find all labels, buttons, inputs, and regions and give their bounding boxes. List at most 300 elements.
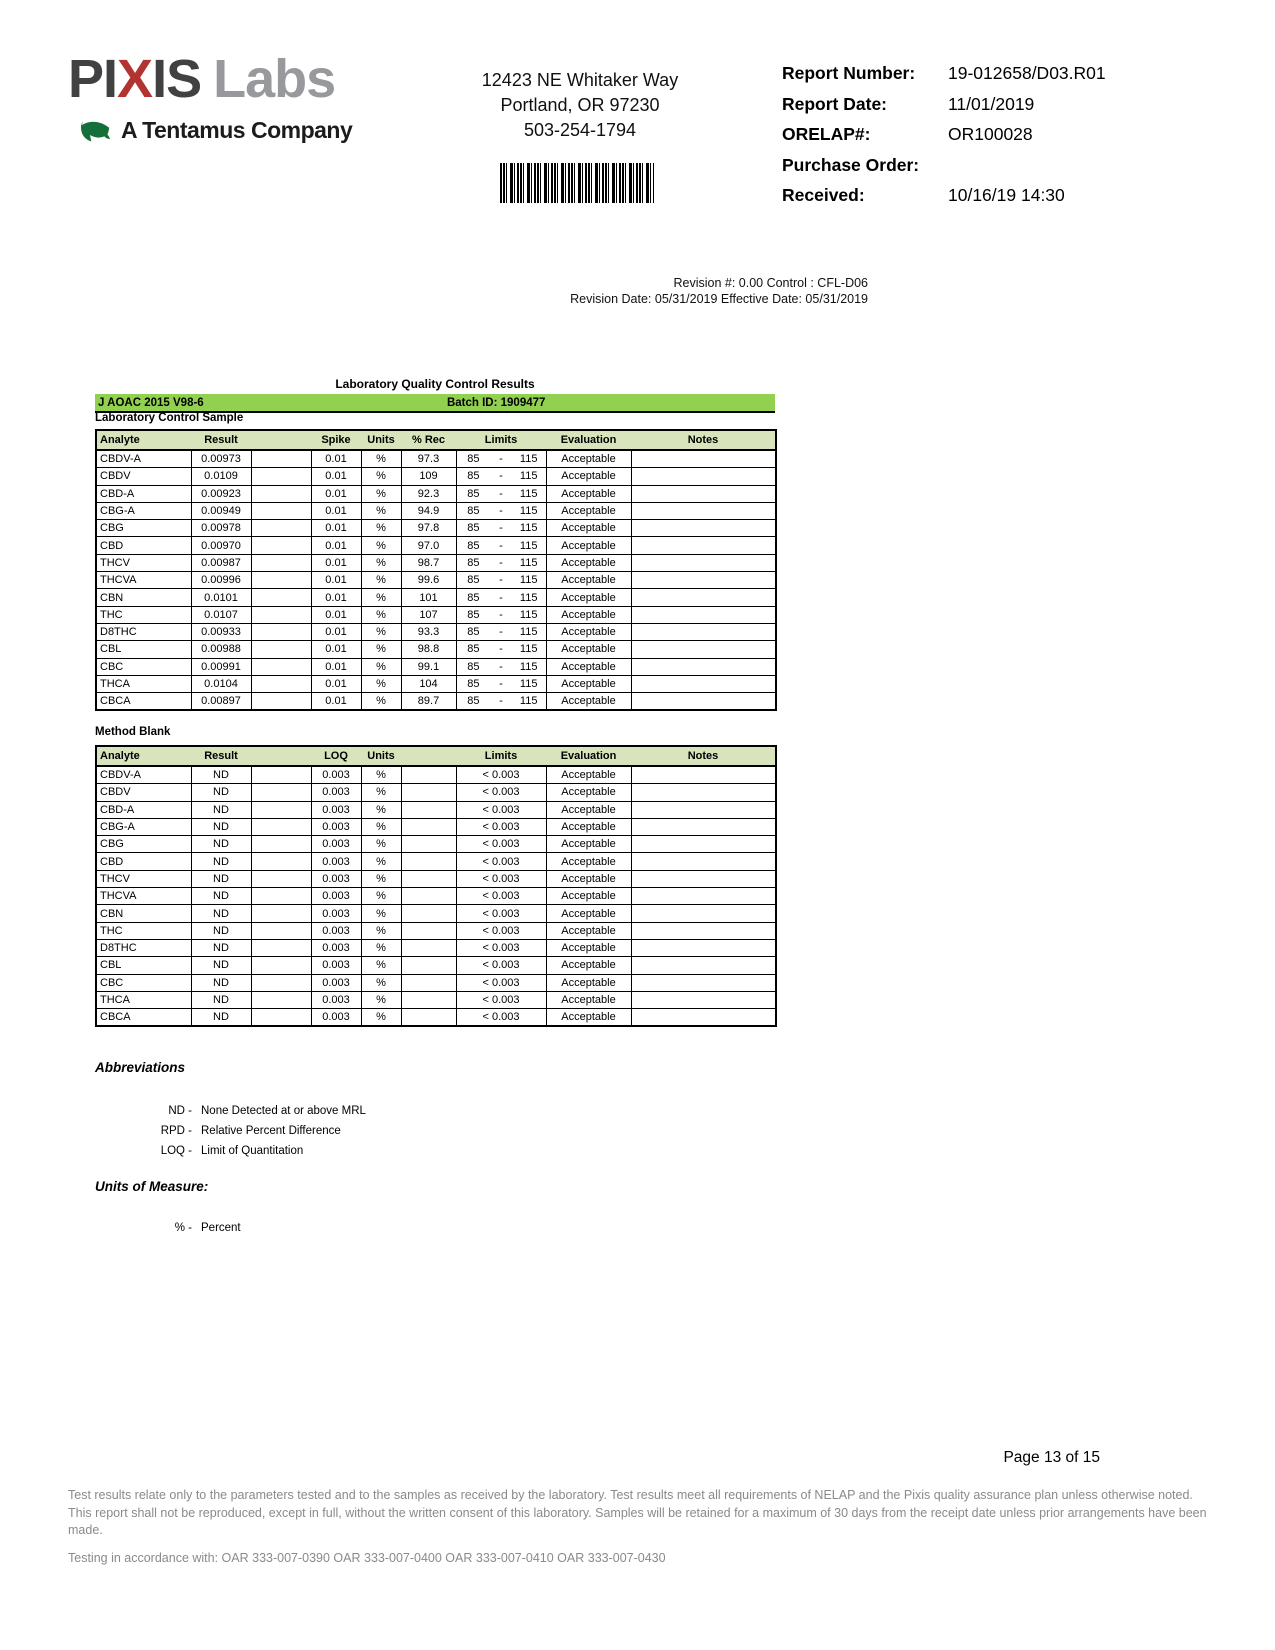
barcode bbox=[500, 163, 654, 203]
cell-loq: 0.003 bbox=[311, 818, 361, 835]
lcs-section-title: Laboratory Control Sample bbox=[95, 412, 244, 424]
cell-prec bbox=[401, 974, 456, 991]
mb-header-row bbox=[96, 746, 776, 766]
cell-notes bbox=[631, 606, 776, 623]
cell-prec: 101 bbox=[401, 589, 456, 606]
limit-dash: - bbox=[499, 626, 503, 639]
cell-result: ND bbox=[191, 870, 251, 887]
cell-blank bbox=[251, 606, 311, 623]
cell-units: % bbox=[361, 957, 401, 974]
lcs-col-blank bbox=[251, 430, 311, 450]
cell-units: % bbox=[361, 853, 401, 870]
cell-loq: 0.003 bbox=[311, 991, 361, 1008]
cell-units: % bbox=[361, 606, 401, 623]
lcs-table bbox=[95, 429, 777, 711]
limit-low: 85 bbox=[467, 643, 480, 656]
lcs-header-row bbox=[96, 430, 776, 450]
cell-units: % bbox=[361, 766, 401, 784]
units-of-measure-title: Units of Measure: bbox=[95, 1179, 209, 1194]
limit-high: 115 bbox=[519, 522, 538, 535]
cell-limits bbox=[456, 520, 546, 537]
mb-col-loq: LOQ bbox=[311, 746, 361, 766]
cell-result: 0.00949 bbox=[191, 502, 251, 519]
cell-result: ND bbox=[191, 1009, 251, 1027]
cell-result: 0.00996 bbox=[191, 572, 251, 589]
cell-limits bbox=[456, 502, 546, 519]
limit-dash: - bbox=[499, 608, 503, 621]
cell-analyte: THCVA bbox=[96, 572, 191, 589]
cell-notes bbox=[631, 957, 776, 974]
limit-high: 115 bbox=[519, 453, 538, 466]
cell-notes bbox=[631, 502, 776, 519]
cell-spike: 0.01 bbox=[311, 675, 361, 692]
cell-prec: 99.6 bbox=[401, 572, 456, 589]
cell-evaluation: Acceptable bbox=[546, 818, 631, 835]
cell-limits bbox=[456, 572, 546, 589]
limit-dash: - bbox=[499, 539, 503, 552]
report-date-label: Report Date: bbox=[782, 93, 888, 114]
cell-loq: 0.003 bbox=[311, 974, 361, 991]
lcs-col-spike: Spike bbox=[311, 430, 361, 450]
footer-accordance: Testing in accordance with: OAR 333-007-0390 OAR 333-007-0400 OAR 333-007-0410 OAR 333-007-0430 bbox=[68, 1551, 666, 1565]
mb-table-row bbox=[96, 853, 776, 870]
cell-loq: 0.003 bbox=[311, 766, 361, 784]
revision-line-1: Revision #: 0.00 Control : CFL-D06 bbox=[673, 276, 868, 290]
cell-limits: < 0.003 bbox=[456, 1009, 546, 1027]
cell-units: % bbox=[361, 991, 401, 1008]
cell-analyte: CBC bbox=[96, 658, 191, 675]
cell-result: ND bbox=[191, 784, 251, 801]
cell-analyte: CBN bbox=[96, 905, 191, 922]
cell-result: 0.0107 bbox=[191, 606, 251, 623]
cell-units: % bbox=[361, 502, 401, 519]
cell-result: 0.00991 bbox=[191, 658, 251, 675]
cell-blank bbox=[251, 554, 311, 571]
cell-limits bbox=[456, 450, 546, 468]
cell-analyte: THC bbox=[96, 922, 191, 939]
cell-prec bbox=[401, 991, 456, 1008]
mb-col-notes: Notes bbox=[631, 746, 776, 766]
cell-blank bbox=[251, 1009, 311, 1027]
cell-spike: 0.01 bbox=[311, 450, 361, 468]
abbr-definition: None Detected at or above MRL bbox=[201, 1105, 366, 1117]
cell-spike: 0.01 bbox=[311, 623, 361, 640]
cell-analyte: CBD-A bbox=[96, 801, 191, 818]
cell-loq: 0.003 bbox=[311, 1009, 361, 1027]
report-number-row bbox=[782, 64, 1106, 82]
mb-table-row bbox=[96, 836, 776, 853]
page-number: Page 13 of 15 bbox=[1003, 1449, 1100, 1466]
limit-high: 115 bbox=[519, 608, 538, 621]
address-line-3: 503-254-1794 bbox=[523, 120, 637, 140]
limit-low: 85 bbox=[467, 505, 480, 518]
cell-analyte: CBDV bbox=[96, 468, 191, 485]
cell-spike: 0.01 bbox=[311, 693, 361, 711]
pixis-labs-logo bbox=[68, 49, 353, 150]
cell-loq: 0.003 bbox=[311, 939, 361, 956]
cell-limits: < 0.003 bbox=[456, 991, 546, 1008]
cell-result: 0.00978 bbox=[191, 520, 251, 537]
cell-prec: 92.3 bbox=[401, 485, 456, 502]
cell-blank bbox=[251, 693, 311, 711]
cell-blank bbox=[251, 870, 311, 887]
abbr-key: LOQ - bbox=[160, 1145, 192, 1157]
cell-units: % bbox=[361, 572, 401, 589]
cell-prec: 97.8 bbox=[401, 520, 456, 537]
limit-dash: - bbox=[499, 591, 503, 604]
logo-part-x: X bbox=[117, 49, 153, 109]
mb-table-row bbox=[96, 974, 776, 991]
cell-analyte: CBG bbox=[96, 836, 191, 853]
limit-high: 115 bbox=[519, 660, 538, 673]
cell-evaluation: Acceptable bbox=[546, 450, 631, 468]
limit-low: 85 bbox=[467, 470, 480, 483]
address-line-1: 12423 NE Whitaker Way bbox=[481, 70, 679, 90]
mb-table-row bbox=[96, 1009, 776, 1027]
lcs-table-row bbox=[96, 641, 776, 658]
cell-blank bbox=[251, 991, 311, 1008]
limit-low: 85 bbox=[467, 487, 480, 500]
mb-table-row bbox=[96, 991, 776, 1008]
cell-limits: < 0.003 bbox=[456, 957, 546, 974]
cell-loq: 0.003 bbox=[311, 905, 361, 922]
cell-analyte: CBCA bbox=[96, 1009, 191, 1027]
cell-analyte: THCA bbox=[96, 675, 191, 692]
tentamus-leaf-icon bbox=[80, 111, 112, 150]
cell-analyte: CBG-A bbox=[96, 502, 191, 519]
cell-notes bbox=[631, 537, 776, 554]
cell-units: % bbox=[361, 836, 401, 853]
lcs-col-notes: Notes bbox=[631, 430, 776, 450]
cell-blank bbox=[251, 853, 311, 870]
limit-dash: - bbox=[499, 487, 503, 500]
cell-units: % bbox=[361, 468, 401, 485]
limit-low: 85 bbox=[467, 608, 480, 621]
cell-analyte: THCV bbox=[96, 870, 191, 887]
cell-limits: < 0.003 bbox=[456, 766, 546, 784]
cell-prec bbox=[401, 1009, 456, 1027]
cell-blank bbox=[251, 888, 311, 905]
lcs-table-row bbox=[96, 572, 776, 589]
cell-prec: 89.7 bbox=[401, 693, 456, 711]
cell-evaluation: Acceptable bbox=[546, 675, 631, 692]
cell-evaluation: Acceptable bbox=[546, 939, 631, 956]
cell-prec bbox=[401, 766, 456, 784]
cell-result: 0.00933 bbox=[191, 623, 251, 640]
mb-table-row bbox=[96, 939, 776, 956]
cell-blank bbox=[251, 922, 311, 939]
limit-dash: - bbox=[499, 522, 503, 535]
cell-spike: 0.01 bbox=[311, 572, 361, 589]
cell-analyte: CBD-A bbox=[96, 485, 191, 502]
cell-limits bbox=[456, 589, 546, 606]
mb-table-row bbox=[96, 766, 776, 784]
cell-loq: 0.003 bbox=[311, 888, 361, 905]
cell-limits bbox=[456, 693, 546, 711]
abbr-key: ND - bbox=[168, 1105, 192, 1117]
limit-dash: - bbox=[499, 556, 503, 569]
cell-evaluation: Acceptable bbox=[546, 502, 631, 519]
purchase-order-row bbox=[782, 156, 1106, 174]
lcs-table-row bbox=[96, 623, 776, 640]
cell-result: ND bbox=[191, 974, 251, 991]
cell-result: 0.00897 bbox=[191, 693, 251, 711]
limit-dash: - bbox=[499, 470, 503, 483]
mb-table-row bbox=[96, 784, 776, 801]
cell-prec bbox=[401, 784, 456, 801]
limit-high: 115 bbox=[519, 626, 538, 639]
lcs-table-row bbox=[96, 589, 776, 606]
cell-evaluation: Acceptable bbox=[546, 606, 631, 623]
revision-line-2: Revision Date: 05/31/2019 Effective Date: 05/31/2019 bbox=[570, 291, 868, 306]
cell-notes bbox=[631, 589, 776, 606]
lcs-col-prec: % Rec bbox=[401, 430, 456, 450]
limit-low: 85 bbox=[467, 626, 480, 639]
cell-blank bbox=[251, 520, 311, 537]
cell-evaluation: Acceptable bbox=[546, 784, 631, 801]
cell-limits bbox=[456, 537, 546, 554]
limit-high: 115 bbox=[519, 470, 538, 483]
cell-blank bbox=[251, 641, 311, 658]
cell-result: ND bbox=[191, 939, 251, 956]
cell-evaluation: Acceptable bbox=[546, 485, 631, 502]
abbr-key: RPD - bbox=[160, 1125, 192, 1137]
cell-units: % bbox=[361, 589, 401, 606]
cell-evaluation: Acceptable bbox=[546, 922, 631, 939]
limit-high: 115 bbox=[519, 487, 538, 500]
cell-units: % bbox=[361, 537, 401, 554]
limit-dash: - bbox=[499, 660, 503, 673]
cell-analyte: D8THC bbox=[96, 939, 191, 956]
cell-spike: 0.01 bbox=[311, 606, 361, 623]
cell-notes bbox=[631, 623, 776, 640]
lcs-col-units: Units bbox=[361, 430, 401, 450]
lcs-table-row bbox=[96, 537, 776, 554]
limit-dash: - bbox=[499, 643, 503, 656]
logo-part-labs: Labs bbox=[213, 49, 336, 109]
lab-address bbox=[438, 68, 722, 143]
cell-blank bbox=[251, 468, 311, 485]
cell-blank bbox=[251, 818, 311, 835]
limit-low: 85 bbox=[467, 539, 480, 552]
method-batch-bar bbox=[95, 394, 775, 413]
cell-evaluation: Acceptable bbox=[546, 572, 631, 589]
mb-col-blank bbox=[251, 746, 311, 766]
cell-units: % bbox=[361, 520, 401, 537]
limit-low: 85 bbox=[467, 591, 480, 604]
report-date-row bbox=[782, 95, 1106, 113]
cell-blank bbox=[251, 974, 311, 991]
cell-prec bbox=[401, 888, 456, 905]
cell-limits: < 0.003 bbox=[456, 922, 546, 939]
tentamus-tagline-text: A Tentamus Company bbox=[121, 117, 353, 143]
cell-notes bbox=[631, 974, 776, 991]
cell-evaluation: Acceptable bbox=[546, 836, 631, 853]
cell-notes bbox=[631, 766, 776, 784]
cell-notes bbox=[631, 888, 776, 905]
limit-low: 85 bbox=[467, 453, 480, 466]
cell-units: % bbox=[361, 818, 401, 835]
report-number-value: 19-012658/D03.R01 bbox=[948, 63, 1106, 83]
mb-table-row bbox=[96, 870, 776, 887]
cell-analyte: CBD bbox=[96, 853, 191, 870]
cell-prec bbox=[401, 922, 456, 939]
cell-loq: 0.003 bbox=[311, 801, 361, 818]
cell-spike: 0.01 bbox=[311, 554, 361, 571]
cell-notes bbox=[631, 485, 776, 502]
cell-spike: 0.01 bbox=[311, 485, 361, 502]
revision-block bbox=[400, 276, 868, 307]
cell-analyte: CBDV-A bbox=[96, 766, 191, 784]
cell-evaluation: Acceptable bbox=[546, 658, 631, 675]
cell-blank bbox=[251, 784, 311, 801]
lcs-col-evaluation: Evaluation bbox=[546, 430, 631, 450]
cell-units: % bbox=[361, 974, 401, 991]
cell-evaluation: Acceptable bbox=[546, 468, 631, 485]
method-name: J AOAC 2015 V98-6 bbox=[98, 396, 204, 409]
cell-units: % bbox=[361, 905, 401, 922]
tentamus-tagline bbox=[80, 111, 352, 150]
cell-blank bbox=[251, 589, 311, 606]
cell-blank bbox=[251, 836, 311, 853]
logo-part-pi: PI bbox=[68, 49, 118, 109]
lcs-table-row bbox=[96, 520, 776, 537]
abbr-definition: Limit of Quantitation bbox=[201, 1145, 304, 1157]
mb-section-title: Method Blank bbox=[95, 726, 171, 738]
cell-result: ND bbox=[191, 922, 251, 939]
cell-analyte: CBL bbox=[96, 641, 191, 658]
cell-prec: 98.7 bbox=[401, 554, 456, 571]
cell-evaluation: Acceptable bbox=[546, 537, 631, 554]
cell-units: % bbox=[361, 675, 401, 692]
cell-prec: 104 bbox=[401, 675, 456, 692]
cell-blank bbox=[251, 572, 311, 589]
mb-col-evaluation: Evaluation bbox=[546, 746, 631, 766]
cell-loq: 0.003 bbox=[311, 870, 361, 887]
cell-loq: 0.003 bbox=[311, 957, 361, 974]
lcs-table-row bbox=[96, 658, 776, 675]
orelap-value: OR100028 bbox=[948, 124, 1033, 144]
cell-limits: < 0.003 bbox=[456, 853, 546, 870]
cell-units: % bbox=[361, 485, 401, 502]
cell-units: % bbox=[361, 939, 401, 956]
cell-loq: 0.003 bbox=[311, 853, 361, 870]
cell-limits: < 0.003 bbox=[456, 974, 546, 991]
cell-result: 0.0109 bbox=[191, 468, 251, 485]
cell-result: ND bbox=[191, 957, 251, 974]
lcs-table-row bbox=[96, 606, 776, 623]
report-number-label: Report Number: bbox=[782, 63, 916, 83]
cell-notes bbox=[631, 675, 776, 692]
cell-blank bbox=[251, 957, 311, 974]
cell-prec bbox=[401, 818, 456, 835]
footer-disclaimer: Test results relate only to the parameters tested and to the samples as received by the laboratory. Test results meet all requirements of NELAP and the Pixis quality assurance plan unless otherwise noted. This report shall not be reproduced, except in full, without the written consent of this laboratory. Samples will be retained for a maximum of 30 days from the receipt date unless prior arrangements have been made. bbox=[68, 1488, 1207, 1537]
cell-spike: 0.01 bbox=[311, 589, 361, 606]
cell-notes bbox=[631, 939, 776, 956]
cell-notes bbox=[631, 1009, 776, 1027]
cell-prec: 93.3 bbox=[401, 623, 456, 640]
cell-prec bbox=[401, 853, 456, 870]
cell-evaluation: Acceptable bbox=[546, 853, 631, 870]
cell-evaluation: Acceptable bbox=[546, 693, 631, 711]
cell-evaluation: Acceptable bbox=[546, 589, 631, 606]
cell-blank bbox=[251, 658, 311, 675]
cell-limits bbox=[456, 468, 546, 485]
cell-units: % bbox=[361, 693, 401, 711]
cell-analyte: THC bbox=[96, 606, 191, 623]
lcs-table-row bbox=[96, 468, 776, 485]
cell-result: ND bbox=[191, 905, 251, 922]
cell-analyte: CBC bbox=[96, 974, 191, 991]
lcs-table-row bbox=[96, 693, 776, 711]
abbreviation-item-rpd bbox=[95, 1121, 366, 1141]
pixis-labs-wordmark bbox=[68, 49, 352, 109]
cell-units: % bbox=[361, 658, 401, 675]
qc-results-title: Laboratory Quality Control Results bbox=[335, 377, 535, 391]
cell-notes bbox=[631, 554, 776, 571]
mb-table-row bbox=[96, 922, 776, 939]
cell-loq: 0.003 bbox=[311, 784, 361, 801]
cell-spike: 0.01 bbox=[311, 641, 361, 658]
cell-analyte: THCV bbox=[96, 554, 191, 571]
cell-limits: < 0.003 bbox=[456, 939, 546, 956]
lcs-table-row bbox=[96, 485, 776, 502]
cell-evaluation: Acceptable bbox=[546, 1009, 631, 1027]
limit-dash: - bbox=[499, 678, 503, 690]
cell-blank bbox=[251, 485, 311, 502]
cell-limits bbox=[456, 623, 546, 640]
received-value: 10/16/19 14:30 bbox=[948, 185, 1065, 205]
cell-result: 0.00973 bbox=[191, 450, 251, 468]
cell-units: % bbox=[361, 888, 401, 905]
cell-prec bbox=[401, 939, 456, 956]
cell-result: 0.0104 bbox=[191, 675, 251, 692]
limit-low: 85 bbox=[467, 556, 480, 569]
mb-col-limits: Limits bbox=[456, 746, 546, 766]
cell-analyte: THCA bbox=[96, 991, 191, 1008]
cell-evaluation: Acceptable bbox=[546, 520, 631, 537]
limit-low: 85 bbox=[467, 678, 480, 690]
purchase-order-label: Purchase Order: bbox=[782, 154, 920, 175]
cell-result: ND bbox=[191, 818, 251, 835]
cell-evaluation: Acceptable bbox=[546, 974, 631, 991]
cell-blank bbox=[251, 450, 311, 468]
cell-units: % bbox=[361, 870, 401, 887]
abbreviations-list bbox=[95, 1101, 366, 1161]
cell-evaluation: Acceptable bbox=[546, 991, 631, 1008]
cell-spike: 0.01 bbox=[311, 520, 361, 537]
cell-result: ND bbox=[191, 836, 251, 853]
cell-blank bbox=[251, 675, 311, 692]
cell-notes bbox=[631, 870, 776, 887]
cell-notes bbox=[631, 468, 776, 485]
cell-prec: 107 bbox=[401, 606, 456, 623]
lcs-col-analyte: Analyte bbox=[96, 430, 191, 450]
cell-notes bbox=[631, 784, 776, 801]
cell-analyte: CBDV-A bbox=[96, 450, 191, 468]
cell-units: % bbox=[361, 450, 401, 468]
cell-units: % bbox=[361, 922, 401, 939]
lcs-col-result: Result bbox=[191, 430, 251, 450]
cell-limits: < 0.003 bbox=[456, 870, 546, 887]
cell-limits: < 0.003 bbox=[456, 818, 546, 835]
report-info-block bbox=[782, 64, 1106, 217]
cell-evaluation: Acceptable bbox=[546, 957, 631, 974]
lcs-table-row bbox=[96, 502, 776, 519]
cell-evaluation: Acceptable bbox=[546, 623, 631, 640]
cell-analyte: THCVA bbox=[96, 888, 191, 905]
cell-result: 0.00923 bbox=[191, 485, 251, 502]
